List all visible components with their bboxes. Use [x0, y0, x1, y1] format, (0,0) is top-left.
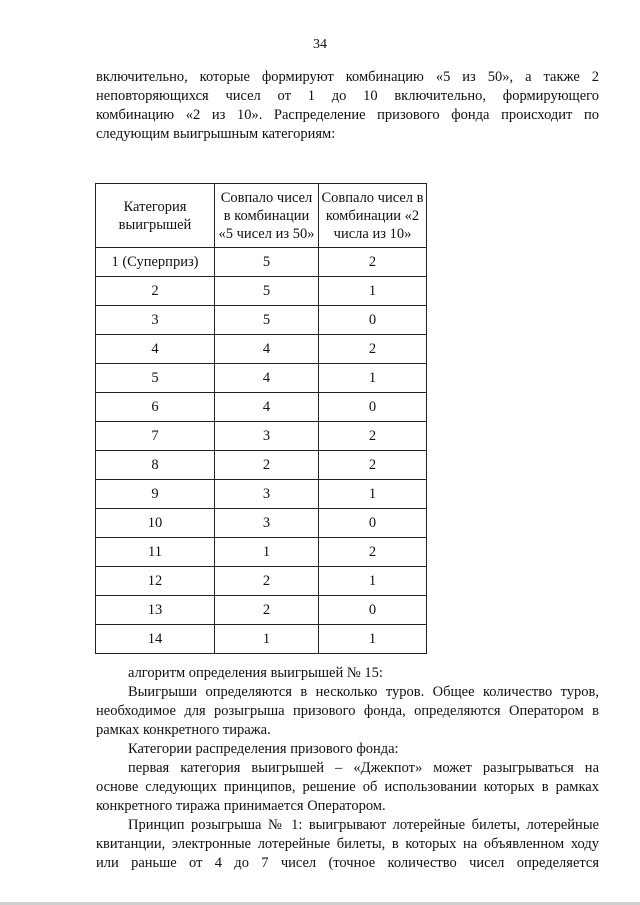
text-line: Категории распределения призового фонда:: [128, 741, 399, 757]
header-category: Категория выигрышей: [96, 184, 215, 248]
header-match-2-of-10: Совпало чисел в комбинации «2 числа из 10»: [319, 184, 427, 248]
cell-match-5-of-50: 5: [215, 277, 319, 306]
text-line: конкретного тиража принимается Оператором.: [96, 798, 386, 814]
cell-match-2-of-10: 0: [319, 393, 427, 422]
text-line: алгоритм определения выигрышей № 15:: [128, 665, 383, 681]
table-row: [96, 306, 427, 335]
cell-match-5-of-50: 2: [215, 596, 319, 625]
cell-match-5-of-50: 4: [215, 364, 319, 393]
cell-match-5-of-50: 4: [215, 335, 319, 364]
cell-category: 9: [96, 480, 215, 509]
table-row: [96, 567, 427, 596]
cell-match-5-of-50: 3: [215, 480, 319, 509]
header-match-5-of-50: Совпало чисел в комбинации «5 чисел из 50»: [215, 184, 319, 248]
table-row: [96, 625, 427, 654]
text-line: квитанции, электронные лотерейные билеты, в которых на объявленном ходу: [96, 836, 599, 852]
cell-category: 2: [96, 277, 215, 306]
table-row: [96, 538, 427, 567]
text-line: необходимое для розыгрыша призового фонда, определяются Оператором в: [96, 703, 599, 719]
cell-match-2-of-10: 0: [319, 596, 427, 625]
cell-match-5-of-50: 4: [215, 393, 319, 422]
cell-match-2-of-10: 0: [319, 509, 427, 538]
table-row: [96, 364, 427, 393]
cell-category: 4: [96, 335, 215, 364]
cell-match-5-of-50: 3: [215, 509, 319, 538]
cell-category: 10: [96, 509, 215, 538]
cell-category: 13: [96, 596, 215, 625]
cell-category: 8: [96, 451, 215, 480]
cell-category: 5: [96, 364, 215, 393]
text-line: Выигрыши определяются в несколько туров. Общее количество туров,: [128, 684, 599, 700]
cell-category: 3: [96, 306, 215, 335]
cell-match-2-of-10: 0: [319, 306, 427, 335]
text-line: основе следующих принципов, решение об использовании которых в рамках: [96, 779, 599, 795]
table-row: [96, 451, 427, 480]
text-line: рамках конкретного тиража.: [96, 722, 271, 738]
prize-category-table: [95, 183, 427, 654]
cell-match-5-of-50: 1: [215, 625, 319, 654]
cell-match-2-of-10: 1: [319, 567, 427, 596]
table-row: [96, 509, 427, 538]
cell-match-5-of-50: 1: [215, 538, 319, 567]
cell-match-5-of-50: 5: [215, 248, 319, 277]
cell-match-2-of-10: 2: [319, 538, 427, 567]
text-line: неповторяющихся чисел от 1 до 10 включительно, формирующего: [96, 88, 599, 104]
page-number: 34: [313, 37, 327, 52]
rules-text: [96, 664, 599, 873]
text-line: или раньше от 4 до 7 чисел (точное количество чисел определяется: [96, 855, 599, 871]
cell-match-2-of-10: 1: [319, 364, 427, 393]
cell-match-2-of-10: 1: [319, 480, 427, 509]
intro-paragraph: [96, 68, 599, 144]
cell-match-5-of-50: 5: [215, 306, 319, 335]
cell-match-5-of-50: 2: [215, 451, 319, 480]
cell-match-2-of-10: 2: [319, 451, 427, 480]
table-header-row: [96, 184, 427, 248]
cell-category: 1 (Суперприз): [96, 248, 215, 277]
cell-match-5-of-50: 2: [215, 567, 319, 596]
cell-category: 14: [96, 625, 215, 654]
text-line: первая категория выигрышей – «Джекпот» может разыгрываться на: [128, 760, 599, 776]
cell-match-2-of-10: 2: [319, 248, 427, 277]
table-row: [96, 277, 427, 306]
cell-category: 6: [96, 393, 215, 422]
table-row: [96, 596, 427, 625]
text-line: следующим выигрышным категориям:: [96, 126, 336, 142]
cell-match-2-of-10: 1: [319, 277, 427, 306]
text-line: комбинацию «2 из 10». Распределение призового фонда происходит по: [96, 107, 599, 123]
text-line: Принцип розыгрыша № 1: выигрывают лотерейные билеты, лотерейные: [128, 817, 599, 833]
table-row: [96, 335, 427, 364]
cell-match-2-of-10: 2: [319, 335, 427, 364]
text-line: включительно, которые формируют комбинацию «5 из 50», а также 2: [96, 69, 599, 85]
table-row: [96, 422, 427, 451]
table-row: [96, 393, 427, 422]
table-row: [96, 248, 427, 277]
cell-match-5-of-50: 3: [215, 422, 319, 451]
cell-match-2-of-10: 2: [319, 422, 427, 451]
cell-category: 11: [96, 538, 215, 567]
cell-match-2-of-10: 1: [319, 625, 427, 654]
table-row: [96, 480, 427, 509]
cell-category: 7: [96, 422, 215, 451]
cell-category: 12: [96, 567, 215, 596]
